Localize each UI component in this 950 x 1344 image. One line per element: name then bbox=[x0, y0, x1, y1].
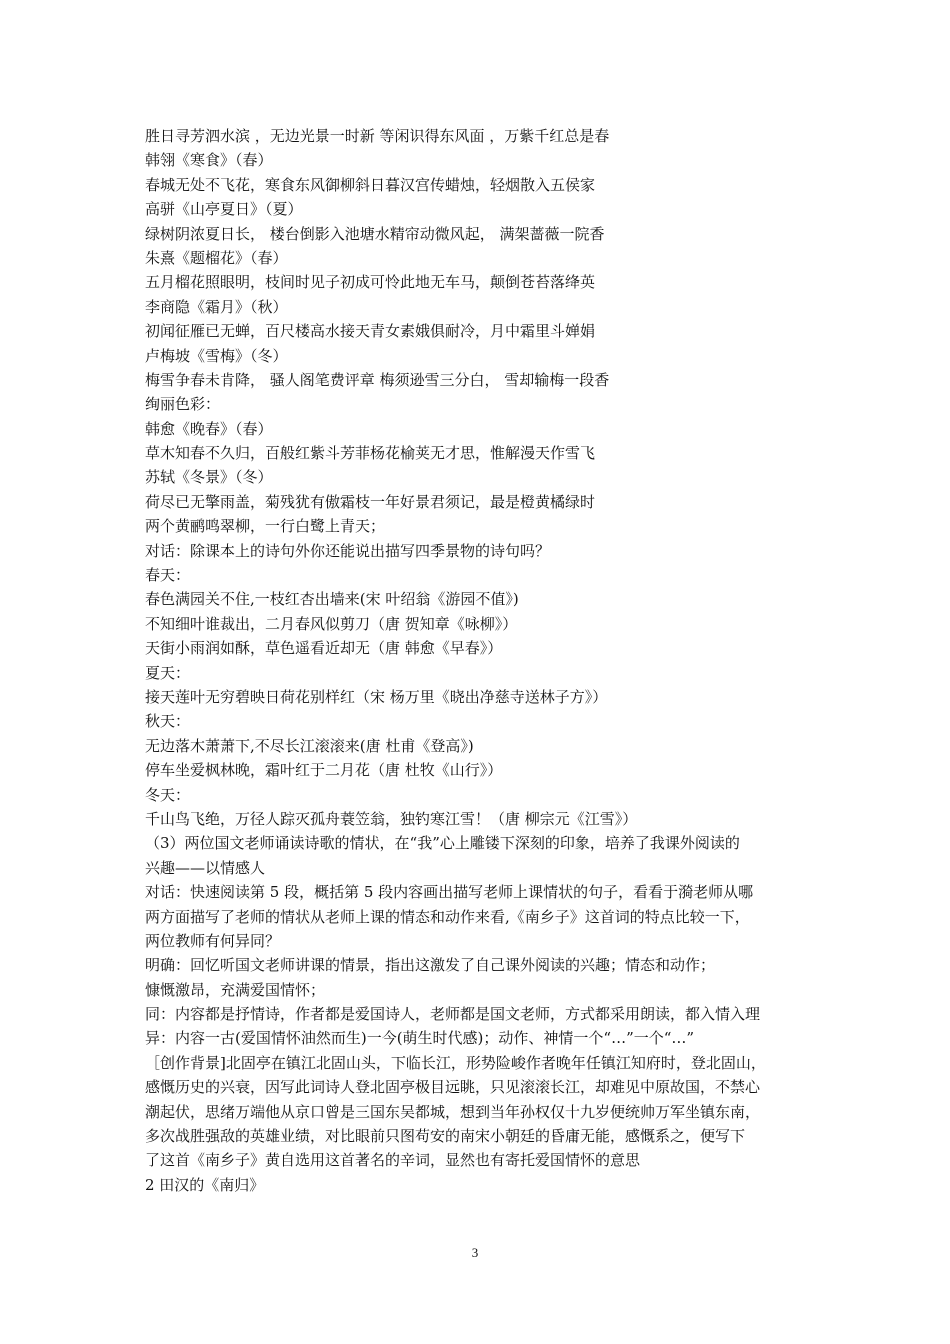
text-line: 五月榴花照眼明，枝间时见子初成可怜此地无车马，颠倒苍苔落绛英 bbox=[145, 273, 596, 292]
text-line: 胜日寻芳泗水滨 ，无边光景一时新 等闲识得东风面 ，万紫千红总是春 bbox=[145, 127, 610, 145]
text-line: 草木知春不久归，百般红紫斗芳菲杨花榆荚无才思，惟解漫天作雪飞 bbox=[145, 444, 596, 463]
text-line: 不知细叶谁裁出，二月春风似剪刀（唐 贺知章《咏柳》） bbox=[145, 614, 518, 633]
text-line: 韩愈《晚春》（春） bbox=[145, 419, 273, 438]
text-line: 同：内容都是抒情诗，作者都是爱国诗人，老师都是国文老师，方式都采用朗读，都入情入理 bbox=[145, 1005, 761, 1024]
text-line: 夏天： bbox=[145, 663, 191, 682]
text-line: 秋天： bbox=[145, 712, 191, 731]
document-body bbox=[145, 124, 825, 1197]
text-line: 无边落木萧萧下,不尽长江滚滚来(唐 杜甫《登高》) bbox=[145, 736, 474, 755]
text-line: 多次战胜强敌的英雄业绩，对比眼前只图苟安的南宋小朝廷的昏庸无能，感慨系之，便写下 bbox=[145, 1127, 746, 1146]
text-line: 明确：回忆听国文老师讲课的情景，指出这激发了自己课外阅读的兴趣；情态和动作； bbox=[145, 956, 716, 975]
text-line: 兴趣——以情感人 bbox=[145, 858, 266, 877]
text-line: （3）两位国文老师诵读诗歌的情状，在“我”心上雕镂下深刻的印象，培养了我课外阅读的 bbox=[145, 834, 740, 853]
text-line: 两位教师有何异同？ bbox=[145, 931, 281, 950]
text-line: 接天莲叶无穷碧映日荷花别样红（宋 杨万里《晓出净慈寺送林子方》） bbox=[145, 687, 608, 706]
text-line: 慷慨激昂，充满爱国情怀； bbox=[145, 980, 326, 999]
text-line: 春色满园关不住,一枝红杏出墙来(宋 叶绍翁《游园不值》) bbox=[145, 590, 519, 609]
text-line: 朱熹《题榴花》（春） bbox=[145, 248, 288, 267]
text-line: 对话：除课本上的诗句外你还能说出描写四季景物的诗句吗？ bbox=[145, 541, 551, 560]
text-line: 停车坐爱枫林晚，霜叶红于二月花（唐 杜牧《山行》） bbox=[145, 761, 503, 780]
text-line: 感慨历史的兴衰，因写此词诗人登北固亭极目远眺，只见滚滚长江，却难见中原故国，不禁心 bbox=[145, 1078, 761, 1097]
text-line: 两个黄鹂鸣翠柳，一行白鹭上青天； bbox=[145, 517, 386, 536]
text-line: 李商隐《霜月》（秋） bbox=[145, 297, 288, 316]
text-line: 卢梅坡《雪梅》（冬） bbox=[145, 346, 288, 365]
text-line: ［创作背景]北固亭在镇江北固山头，下临长江，形势险峻作者晚年任镇江知府时，登北固山， bbox=[145, 1053, 766, 1072]
text-line: 绿树阴浓夏日长， 楼台倒影入池塘水精帘动微风起， 满架蔷薇一院香 bbox=[145, 224, 605, 243]
text-line: 韩翎《寒食》（春） bbox=[145, 151, 273, 170]
text-line: 春天： bbox=[145, 566, 191, 585]
text-line: 高骈《山亭夏日》（夏） bbox=[145, 200, 303, 219]
text-line: 对话：快速阅读第 5 段，概括第 5 段内容画出描写老师上课情状的句子，看看于漪老师从哪 bbox=[145, 883, 754, 902]
text-line: 2 田汉的《南归》 bbox=[145, 1175, 265, 1194]
text-line: 荷尽已无擎雨盖，菊残犹有傲霜枝一年好景君须记，最是橙黄橘绿时 bbox=[145, 492, 596, 511]
text-line: 千山鸟飞绝，万径人踪灭孤舟蓑笠翁，独钓寒江雪！（唐 柳宗元《江雪》） bbox=[145, 809, 638, 828]
text-line: 潮起伏，思绪万端他从京口曾是三国东吴都城，想到当年孙权仅十九岁便统帅万军坐镇东南， bbox=[145, 1102, 761, 1121]
text-line: 绚丽色彩： bbox=[145, 395, 221, 414]
text-line: 初闻征雁已无蝉，百尺楼高水接天青女素娥俱耐冷，月中霜里斗婵娟 bbox=[145, 322, 596, 341]
text-line: 冬天： bbox=[145, 785, 191, 804]
page-number: 3 bbox=[471, 1245, 479, 1260]
text-line: 两方面描写了老师的情状从老师上课的情态和动作来看,《南乡子》这首词的特点比较一下， bbox=[145, 907, 750, 926]
text-line: 了这首《南乡子》黄自选用这首著名的辛词，显然也有寄托爱国情怀的意思 bbox=[145, 1151, 641, 1170]
text-line: 春城无处不飞花，寒食东风御柳斜日暮汉宫传蜡烛，轻烟散入五侯家 bbox=[145, 175, 596, 194]
text-line: 梅雪争春未肯降， 骚人阁笔费评章 梅须逊雪三分白， 雪却输梅一段香 bbox=[145, 370, 610, 389]
text-line: 天街小雨润如酥，草色遥看近却无（唐 韩愈《早春》） bbox=[145, 639, 503, 658]
text-line: 异：内容一古(爱国情怀油然而生)一今(萌生时代感)；动作、神情一个“…”一个“…” bbox=[145, 1029, 695, 1048]
text-line: 苏轼《冬景》（冬） bbox=[145, 468, 273, 487]
